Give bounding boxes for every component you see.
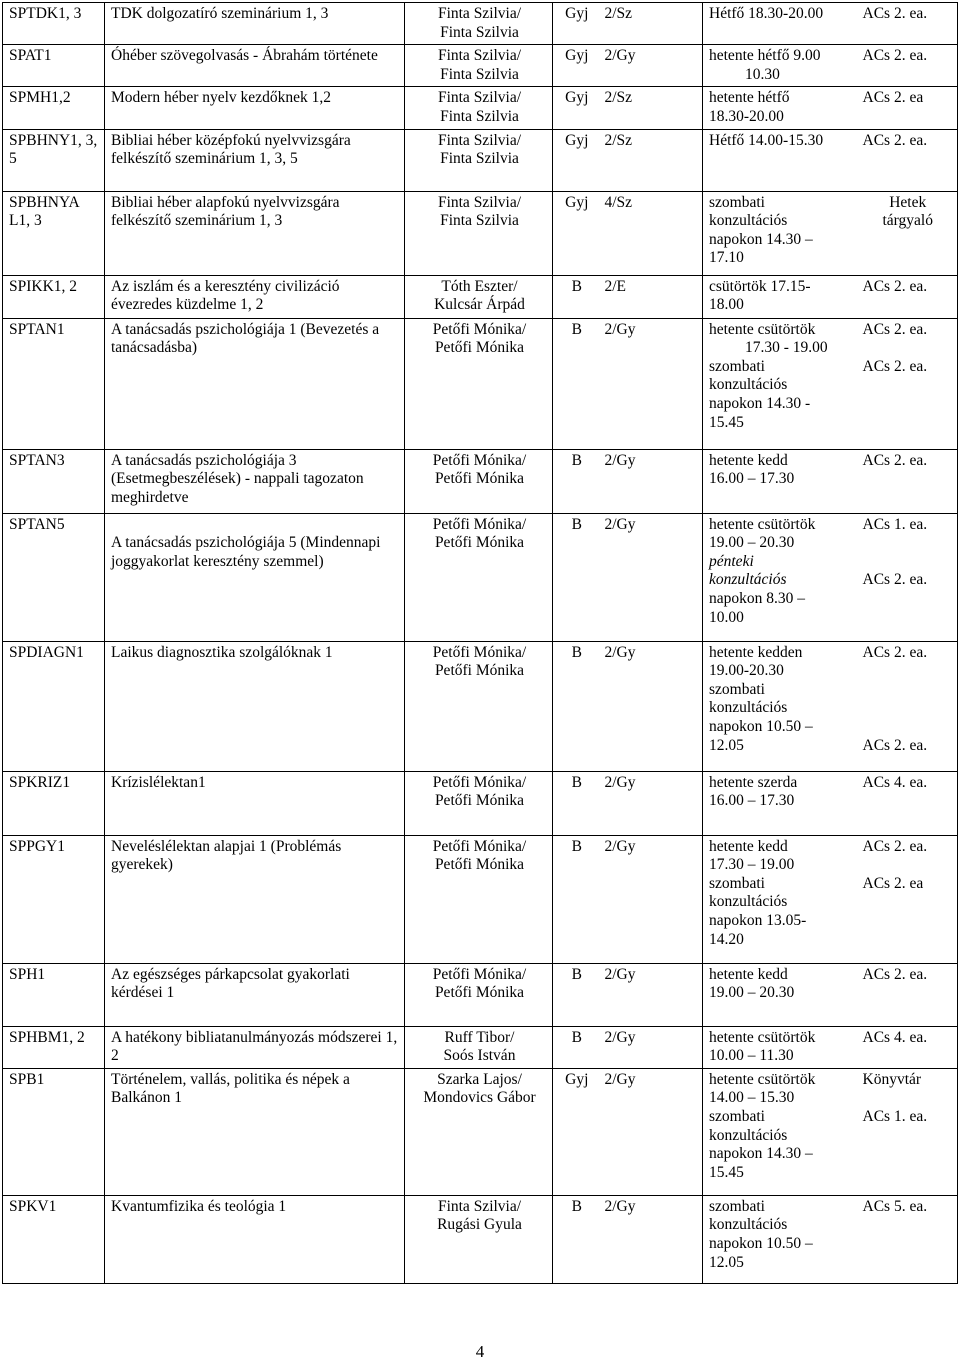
course-room: ACs 2. ea (857, 87, 958, 129)
course-time: szombati konzultációs napokon 10.50 – 12.05 (703, 1195, 857, 1283)
course-code: SPTAN3 (3, 449, 105, 513)
course-semester: 2/Gy (599, 1026, 703, 1068)
course-type: B (553, 1026, 599, 1068)
page-number: 4 (475, 1342, 485, 1361)
course-teacher: Finta Szilvia/ Finta Szilvia (405, 45, 553, 87)
course-time: hetente kedd 16.00 – 17.30 (703, 449, 857, 513)
table-row (3, 129, 958, 191)
course-type: B (553, 513, 599, 641)
course-title: Krízislélektan1 (105, 771, 405, 835)
course-room: ACs 2. ea. ACs 2. ea (857, 835, 958, 963)
course-time: hetente csütörtök 10.00 – 11.30 (703, 1026, 857, 1068)
course-time: hetente kedden 19.00-20.30 szombati konzultációs napokon 10.50 – 12.05 (703, 641, 857, 771)
course-teacher: Szarka Lajos/ Mondovics Gábor (405, 1068, 553, 1195)
course-teacher: Finta Szilvia/ Finta Szilvia (405, 87, 553, 129)
course-room: ACs 1. ea. ACs 2. ea. (857, 513, 958, 641)
course-room: ACs 2. ea. (857, 449, 958, 513)
course-type: B (553, 835, 599, 963)
course-semester: 4/Sz (599, 191, 703, 275)
course-title: A tanácsadás pszichológiája 3 (Esetmegbeszélések) - nappali tagozaton meghirdetve (105, 449, 405, 513)
table-row (3, 449, 958, 513)
course-teacher: Petőfi Mónika/ Petőfi Mónika (405, 318, 553, 449)
table-row (3, 771, 958, 835)
course-semester: 2/Gy (599, 1068, 703, 1195)
course-type: Gyj (553, 129, 599, 191)
course-code: SPBHNY1, 3, 5 (3, 129, 105, 191)
course-semester: 2/Gy (599, 771, 703, 835)
course-semester: 2/Sz (599, 129, 703, 191)
course-room: ACs 2. ea. (857, 45, 958, 87)
course-code: SPDIAGN1 (3, 641, 105, 771)
course-code: SPIKK1, 2 (3, 275, 105, 318)
course-teacher: Tóth Eszter/ Kulcsár Árpád (405, 275, 553, 318)
course-time: csütörtök 17.15- 18.00 (703, 275, 857, 318)
course-type: Gyj (553, 45, 599, 87)
course-semester: 2/Gy (599, 318, 703, 449)
table-row (3, 191, 958, 275)
course-code: SPTAN5 (3, 513, 105, 641)
course-title: A tanácsadás pszichológiája 5 (Mindennapi joggyakorlat keresztény szemmel) (105, 513, 405, 641)
course-title: Neveléslélektan alapjai 1 (Problémás gyerekek) (105, 835, 405, 963)
course-time: szombati konzultációs napokon 14.30 – 17.10 (703, 191, 857, 275)
course-code: SPTDK1, 3 (3, 3, 105, 45)
course-title: Óhéber szövegolvasás - Ábrahám története (105, 45, 405, 87)
course-type: B (553, 449, 599, 513)
course-room: ACs 5. ea. (857, 1195, 958, 1283)
course-code: SPKV1 (3, 1195, 105, 1283)
course-title: Bibliai héber alapfokú nyelvvizsgára felkészítő szeminárium 1, 3 (105, 191, 405, 275)
course-title: Bibliai héber középfokú nyelvvizsgára felkészítő szeminárium 1, 3, 5 (105, 129, 405, 191)
course-time: hetente csütörtök 17.30 - 19.00 szombati konzultációs napokon 14.30 - 15.45 (703, 318, 857, 449)
table-row (3, 963, 958, 1026)
course-type: Gyj (553, 87, 599, 129)
course-room: Könyvtár ACs 1. ea. (857, 1068, 958, 1195)
course-room: ACs 4. ea. (857, 771, 958, 835)
course-semester: 2/Gy (599, 449, 703, 513)
course-title: Történelem, vallás, politika és népek a Balkánon 1 (105, 1068, 405, 1195)
course-code: SPB1 (3, 1068, 105, 1195)
course-time: hetente hétfő 18.30-20.00 (703, 87, 857, 129)
course-title: Modern héber nyelv kezdőknek 1,2 (105, 87, 405, 129)
course-title: A tanácsadás pszichológiája 1 (Bevezetés a tanácsadásba) (105, 318, 405, 449)
course-time: hetente hétfő 9.00 10.30 (703, 45, 857, 87)
course-code: SPPGY1 (3, 835, 105, 963)
course-teacher: Petőfi Mónika/ Petőfi Mónika (405, 449, 553, 513)
course-semester: 2/Gy (599, 1195, 703, 1283)
course-time: hetente szerda 16.00 – 17.30 (703, 771, 857, 835)
course-time: Hétfő 14.00-15.30 (703, 129, 857, 191)
course-code: SPH1 (3, 963, 105, 1026)
course-type: B (553, 771, 599, 835)
course-semester: 2/Gy (599, 641, 703, 771)
course-type: Gyj (553, 191, 599, 275)
table-row (3, 1068, 958, 1195)
course-semester: 2/Gy (599, 513, 703, 641)
course-teacher: Petőfi Mónika/ Petőfi Mónika (405, 641, 553, 771)
course-teacher: Petőfi Mónika/ Petőfi Mónika (405, 513, 553, 641)
course-teacher: Petőfi Mónika/ Petőfi Mónika (405, 835, 553, 963)
course-semester: 2/Gy (599, 835, 703, 963)
course-room: ACs 2. ea. (857, 3, 958, 45)
course-code: SPBHNYA L1, 3 (3, 191, 105, 275)
course-semester: 2/Gy (599, 963, 703, 1026)
course-room: ACs 2. ea. (857, 963, 958, 1026)
course-room: ACs 2. ea. (857, 275, 958, 318)
table-row (3, 45, 958, 87)
course-teacher: Finta Szilvia/ Finta Szilvia (405, 191, 553, 275)
course-type: B (553, 275, 599, 318)
course-semester: 2/Sz (599, 3, 703, 45)
course-time: Hétfő 18.30-20.00 (703, 3, 857, 45)
course-type: B (553, 1195, 599, 1283)
course-time: hetente kedd 19.00 – 20.30 (703, 963, 857, 1026)
course-teacher: Petőfi Mónika/ Petőfi Mónika (405, 963, 553, 1026)
course-teacher: Finta Szilvia/ Finta Szilvia (405, 3, 553, 45)
course-code: SPTAN1 (3, 318, 105, 449)
course-type: B (553, 318, 599, 449)
table-row (3, 1026, 958, 1068)
table-row (3, 318, 958, 449)
course-title: Laikus diagnosztika szolgálóknak 1 (105, 641, 405, 771)
course-room: Hetek tárgyaló (857, 191, 958, 275)
course-room: ACs 4. ea. (857, 1026, 958, 1068)
course-title: Az egészséges párkapcsolat gyakorlati kérdései 1 (105, 963, 405, 1026)
table-row (3, 87, 958, 129)
course-title: Az iszlám és a keresztény civilizáció évezredes küzdelme 1, 2 (105, 275, 405, 318)
course-code: SPMH1,2 (3, 87, 105, 129)
course-type: B (553, 963, 599, 1026)
table-row (3, 513, 958, 641)
table-row (3, 275, 958, 318)
course-teacher: Petőfi Mónika/ Petőfi Mónika (405, 771, 553, 835)
course-title: Kvantumfizika és teológia 1 (105, 1195, 405, 1283)
course-type: B (553, 641, 599, 771)
course-time: hetente kedd 17.30 – 19.00 szombati konzultációs napokon 13.05- 14.20 (703, 835, 857, 963)
course-time: hetente csütörtök 14.00 – 15.30 szombati konzultációs napokon 14.30 – 15.45 (703, 1068, 857, 1195)
course-semester: 2/E (599, 275, 703, 318)
course-time: hetente csütörtök 19.00 – 20.30 pénteki konzultációs napokon 8.30 – 10.00 (703, 513, 857, 641)
course-room: ACs 2. ea. ACs 2. ea. (857, 641, 958, 771)
course-teacher: Ruff Tibor/ Soós István (405, 1026, 553, 1068)
course-code: SPAT1 (3, 45, 105, 87)
course-semester: 2/Sz (599, 87, 703, 129)
course-schedule-table (2, 2, 958, 1284)
course-room: ACs 2. ea. ACs 2. ea. (857, 318, 958, 449)
course-type: Gyj (553, 3, 599, 45)
course-code: SPKRIZ1 (3, 771, 105, 835)
table-row (3, 1195, 958, 1283)
course-semester: 2/Gy (599, 45, 703, 87)
table-row (3, 641, 958, 771)
table-row (3, 835, 958, 963)
course-title: TDK dolgozatíró szeminárium 1, 3 (105, 3, 405, 45)
course-teacher: Finta Szilvia/ Rugási Gyula (405, 1195, 553, 1283)
course-room: ACs 2. ea. (857, 129, 958, 191)
course-type: Gyj (553, 1068, 599, 1195)
table-row (3, 3, 958, 45)
course-teacher: Finta Szilvia/ Finta Szilvia (405, 129, 553, 191)
course-code: SPHBM1, 2 (3, 1026, 105, 1068)
course-title: A hatékony bibliatanulmányozás módszerei 1, 2 (105, 1026, 405, 1068)
